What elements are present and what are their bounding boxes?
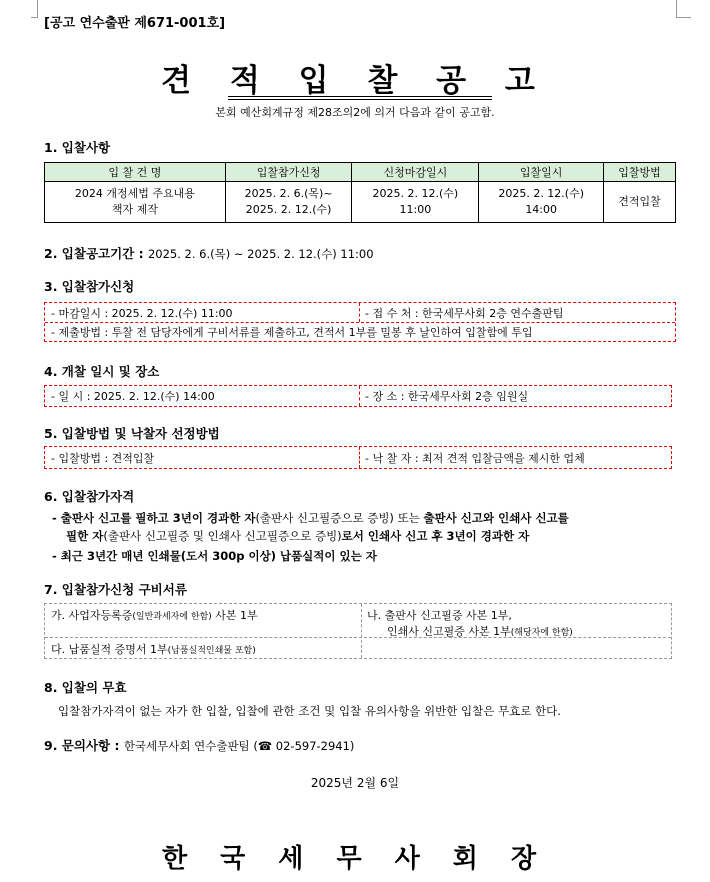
- qualification-item-1: - 출판사 신고를 필하고 3년이 경과한 자(출판사 신고필증으로 증빙) 또는 출판사 신고와 인쇄사 신고를 필한 자(출판사 신고필증 및 인쇄사 신고필증으로 증빙)로서 인쇄사 신고 후 3년이 경과한 자: [52, 511, 569, 543]
- cell-deadline: 2025. 2. 12.(수) 11:00: [352, 182, 479, 223]
- page-corner-mark-left: [31, 0, 38, 18]
- section-4-heading: 4. 개찰 일시 및 장소: [44, 364, 160, 379]
- table-row: [45, 182, 676, 223]
- header-deadline: 신청마감일시: [352, 163, 479, 182]
- invalid-bid-text: 입찰참가자격이 없는 자가 한 입찰, 입찰에 관한 조건 및 입찰 유의사항을 위반한 입찰은 무효로 한다.: [58, 704, 561, 718]
- cell-application: 2025. 2. 6.(목)~ 2025. 2. 12.(수): [225, 182, 352, 223]
- section-3-heading: 3. 입찰참가신청: [44, 279, 135, 294]
- header-item-name: 입 찰 건 명: [45, 163, 226, 182]
- notice-date: 2025년 2월 6일: [310, 776, 400, 790]
- application-office: - 접 수 처 : 한국세무사회 2층 연수출판팀: [365, 306, 564, 320]
- opening-time: - 일 시 : 2025. 2. 12.(수) 14:00: [51, 390, 215, 403]
- cell-item-name: 2024 개정세법 주요내용 책자 제작: [45, 182, 226, 223]
- table-header-row: [45, 163, 676, 182]
- section-5-heading: 5. 입찰방법 및 낙찰자 선정방법: [44, 426, 220, 441]
- section-9-heading: 9. 문의사항 : 한국세무사회 연수출판팀 (☎ 02-597-2941): [44, 738, 355, 753]
- document-a: 가. 사업자등록증(일반과세자에 한함) 사본 1부: [51, 609, 258, 622]
- title-underline-2: [228, 99, 492, 100]
- notice-period: 2025. 2. 6.(목) ~ 2025. 2. 12.(수) 11:00: [147, 247, 374, 261]
- intro-text: 본회 예산회계규정 제28조의2에 의거 다음과 같이 공고함.: [215, 106, 495, 119]
- section-6-heading: 6. 입찰참가자격: [44, 489, 135, 504]
- document-c: 다. 납품실적 증명서 1부(납품실적인쇄물 포함): [51, 643, 256, 656]
- bid-method: - 입찰방법 : 견적입찰: [51, 451, 155, 465]
- cell-bid-date: 2025. 2. 12.(수) 14:00: [479, 182, 604, 223]
- issuer-name: 한 국 세 무 사 회 장: [161, 844, 549, 874]
- documents-box: [44, 603, 672, 659]
- section-8-heading: 8. 입찰의 무효: [44, 680, 127, 695]
- method-box: [44, 446, 672, 469]
- section-7-heading: 7. 입찰참가신청 구비서류: [44, 582, 187, 597]
- winner-method: - 낙 찰 자 : 최저 견적 입찰금액을 제시한 업체: [365, 451, 585, 465]
- title-underline: [228, 96, 492, 97]
- header-application: 입찰참가신청: [225, 163, 352, 182]
- page-title: 견 적 입 찰 공 고: [161, 63, 549, 99]
- application-deadline: - 마감일시 : 2025. 2. 12.(수) 11:00: [51, 306, 233, 320]
- header-bid-method: 입찰방법: [604, 163, 676, 182]
- opening-box: [44, 385, 672, 407]
- section-2-heading: 2. 입찰공고기간 : 2025. 2. 6.(목) ~ 2025. 2. 12.(수) 11:00: [44, 246, 374, 261]
- contact-info: 한국세무사회 연수출판팀 (☎ 02-597-2941): [123, 739, 355, 753]
- application-submit-method: - 제출방법 : 투찰 전 담당자에게 구비서류를 제출하고, 견적서 1부를 밀봉 후 날인하여 입찰함에 투입: [51, 325, 533, 339]
- document-b: 나. 출판사 신고필증 사본 1부, 인쇄사 신고필증 사본 1부(해당자에 한함): [367, 609, 573, 638]
- opening-place: - 장 소 : 한국세무사회 2층 임원실: [365, 390, 529, 403]
- bid-items-table: [44, 162, 676, 223]
- cell-bid-method: 견적입찰: [604, 182, 676, 223]
- qualification-item-2: - 최근 3년간 매년 인쇄물(도서 300p 이상) 납품실적이 있는 자: [52, 549, 377, 563]
- page-corner-mark-right: [676, 0, 691, 18]
- section-1-heading: 1. 입찰사항: [44, 140, 111, 155]
- application-box: [44, 302, 676, 342]
- header-bid-date: 입찰일시: [479, 163, 604, 182]
- notice-number: [공고 연수출판 제671-001호]: [44, 16, 226, 31]
